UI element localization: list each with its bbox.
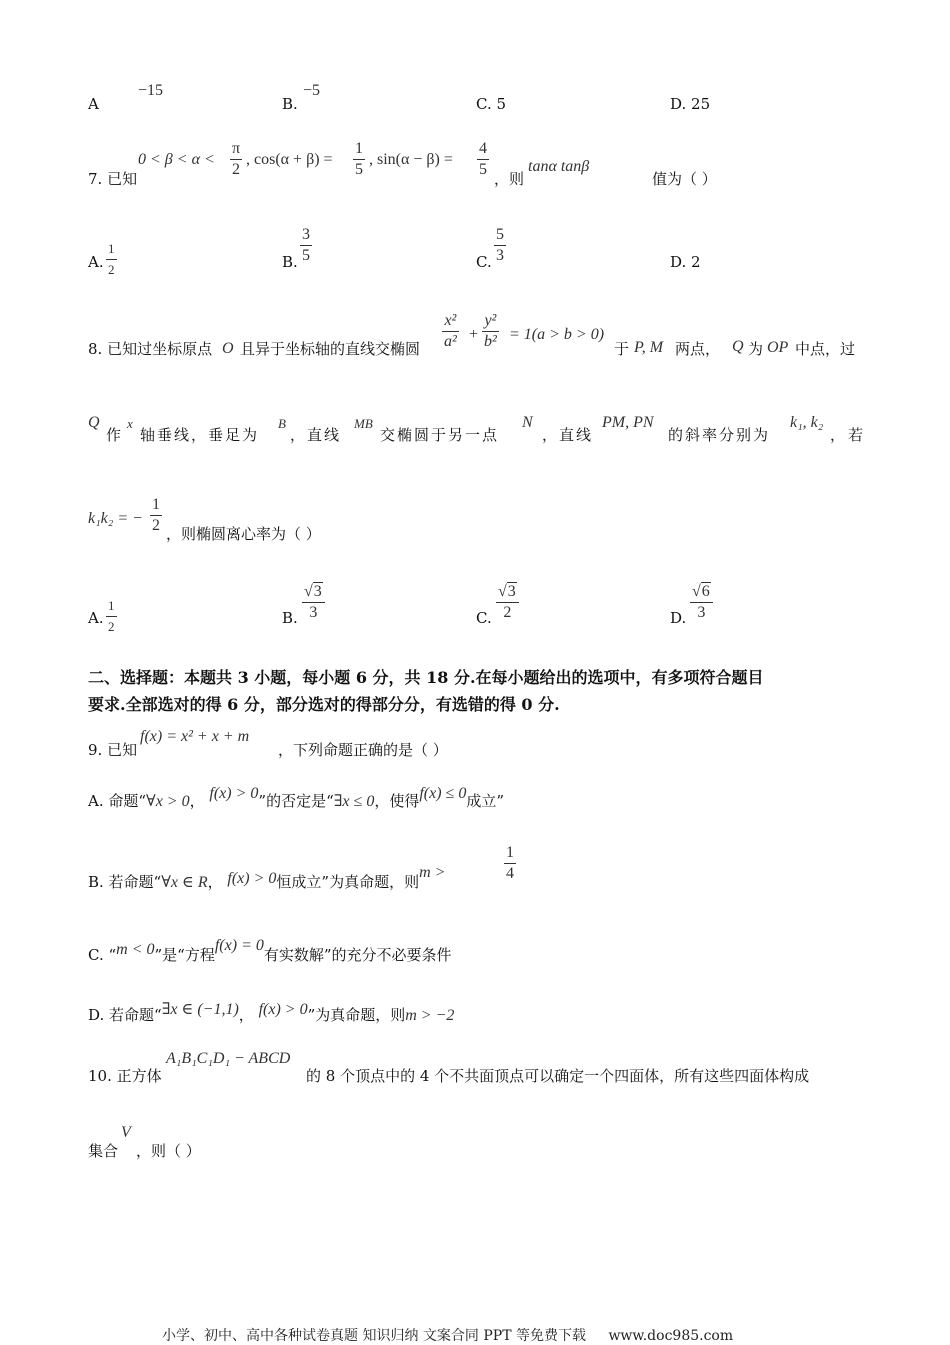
q8-line2-d: ，直线 xyxy=(542,426,594,444)
q8-line2-N: N xyxy=(522,414,533,431)
q7-option-c-label: C. xyxy=(476,253,492,271)
q8-eq-condition: = 1(a > b > 0) xyxy=(509,326,605,343)
q8-OP: OP xyxy=(767,339,789,356)
footer-site-link[interactable]: www.doc985.com xyxy=(608,1328,734,1344)
q7-condition: 0 < β < α < xyxy=(138,151,215,168)
q7-one-fifth: $\frac{1}{5}$ xyxy=(355,140,363,178)
q6-option-b-value: −5 xyxy=(303,82,321,99)
footer-text: 小学、初中、高中各种试卷真题 知识归纳 文案合同 PPT 等免费下载 xyxy=(162,1328,586,1344)
q6-option-b-label: B. xyxy=(282,95,298,113)
q9-prefix: 9. 已知 xyxy=(88,741,138,759)
q8-line2-B: B xyxy=(278,416,286,431)
q8-line3-k1k2: k₁k₂ = − xyxy=(88,510,143,527)
q9-option-a: A. 命题“∀x > 0， f(x) > 0”的否定是“∃x ≤ 0，使得f(x) ≤ 0成立” xyxy=(88,785,504,810)
q9-option-c: C. “m < 0”是“方程f(x) = 0有实数解”的充分不必要条件 xyxy=(88,937,452,964)
q8-line2-zuo: 作 xyxy=(106,426,122,444)
q8-origin-O: O xyxy=(222,340,234,357)
q7-option-a-value: $\frac{1}{2}$ xyxy=(108,241,115,277)
q8-yu: 于 xyxy=(614,340,630,358)
q9-function: f(x) = x² + x + m xyxy=(140,728,250,745)
q8-line2-e: 的斜率分别为 xyxy=(668,426,771,444)
q8-line3-half: $\frac{1}{2}$ xyxy=(152,496,160,534)
section-2-heading xyxy=(88,664,764,718)
q8-text-ellipse: 且异于坐标轴的直线交椭圆 xyxy=(240,340,421,358)
q7-option-d: D. 2 xyxy=(670,253,701,271)
q6-option-a-value: −15 xyxy=(138,82,164,99)
q7-pi-over-2: $\frac{\pi}{2}$ xyxy=(232,140,241,178)
q8-line2-a: 轴垂线，垂足为 xyxy=(140,426,260,444)
q8-option-d-label: D. xyxy=(670,609,687,627)
q7-option-a-label: A. xyxy=(88,253,104,271)
q8-line2-PMPN: PM, PN xyxy=(602,414,654,431)
q8-y2-over-b2: $\frac{\text{y²}}{\text{b²}}$ xyxy=(484,312,497,350)
q9-tail: ，下列命题正确的是（ ） xyxy=(278,741,448,759)
q7-cos-part: , cos(α + β) = xyxy=(246,151,333,168)
q8-Q: Q xyxy=(732,338,744,355)
q9-option-b: B. 若命题“∀x ∈ R， f(x) > 0恒成立”为真命题，则m > xyxy=(88,864,446,891)
q10-line2-a: 集合 xyxy=(88,1142,119,1160)
q6-option-d: D. 25 xyxy=(670,95,711,113)
q6-option-c: C. 5 xyxy=(476,95,507,113)
q10-tail: 的 8 个顶点中的 4 个不共面顶点可以确定一个四面体，所有这些四面体构成 xyxy=(306,1067,810,1085)
q8-option-c-label: C. xyxy=(476,609,492,627)
q8-two-points: 两点， xyxy=(675,340,721,358)
q10-set-V: V xyxy=(121,1124,131,1141)
q7-prefix: 7. 已知 xyxy=(88,170,138,188)
q10-line2-b: ，则（ ） xyxy=(136,1142,201,1160)
q8-line2-b: ，直线 xyxy=(290,426,342,444)
q8-prefix: 8. 已知过坐标原点 xyxy=(88,340,213,358)
q8-line2-c: 交椭圆于另一点 xyxy=(380,426,500,444)
q8-option-a-label: A. xyxy=(88,609,104,627)
q9-option-b-fraction: $\frac{1}{4}$ xyxy=(506,844,514,882)
q10-cube: A₁B₁C₁D₁ − ABCD xyxy=(166,1050,291,1067)
q7-tail: 值为（ ） xyxy=(652,170,717,188)
q8-line2-k: k₁, k₂ xyxy=(790,414,824,431)
section-2-line-2: 要求.全部选对的得 6 分，部分选对的得部分分，有选错的得 0 分. xyxy=(88,695,560,714)
q7-expression: tanα tanβ xyxy=(528,158,590,175)
q8-option-b-value: $\frac{√3}{3}$ xyxy=(302,583,325,622)
q9-option-d: D. 若命题“∃x ∈ (−1,1)， f(x) > 0”为真命题，则m > −2 xyxy=(88,1001,455,1024)
q8-line2-MB: MB xyxy=(354,416,373,431)
q8-plus: + xyxy=(469,326,479,343)
q7-option-b-label: B. xyxy=(282,253,298,271)
q8-option-a-value: $\frac{1}{2}$ xyxy=(108,598,115,634)
q8-option-d-value: $\frac{√6}{3}$ xyxy=(690,583,713,622)
footer xyxy=(162,1325,733,1345)
q6-option-a-label: A xyxy=(88,95,99,113)
section-2-line-1: 二、选择题：本题共 3 小题，每小题 6 分，共 18 分.在每小题给出的选项中，有多项符合题目 xyxy=(88,668,764,687)
q8-line3-tail: ，则椭圆离心率为（ ） xyxy=(166,525,321,543)
q7-sin-part: , sin(α − β) = xyxy=(369,151,453,168)
q8-line2-f: ，若 xyxy=(830,426,867,444)
q8-line2-x: x xyxy=(127,416,133,431)
q8-line2-Q: Q xyxy=(88,414,100,431)
q7-then: ，则 xyxy=(494,170,525,188)
q8-option-c-value: $\frac{√3}{2}$ xyxy=(496,583,519,622)
q8-midpoint: 中点，过 xyxy=(795,340,856,358)
q8-wei: 为 xyxy=(748,340,764,358)
q10-prefix: 10. 正方体 xyxy=(88,1067,162,1085)
q7-option-c-value: $\frac{5}{3}$ xyxy=(496,226,504,264)
q7-four-fifths: $\frac{4}{5}$ xyxy=(479,140,487,178)
q7-option-b-value: $\frac{3}{5}$ xyxy=(302,226,310,264)
q8-option-b-label: B. xyxy=(282,609,298,627)
q8-points-PM: P, M xyxy=(634,339,664,356)
q8-x2-over-a2: $\frac{\text{x²}}{\text{a²}}$ xyxy=(444,312,457,350)
